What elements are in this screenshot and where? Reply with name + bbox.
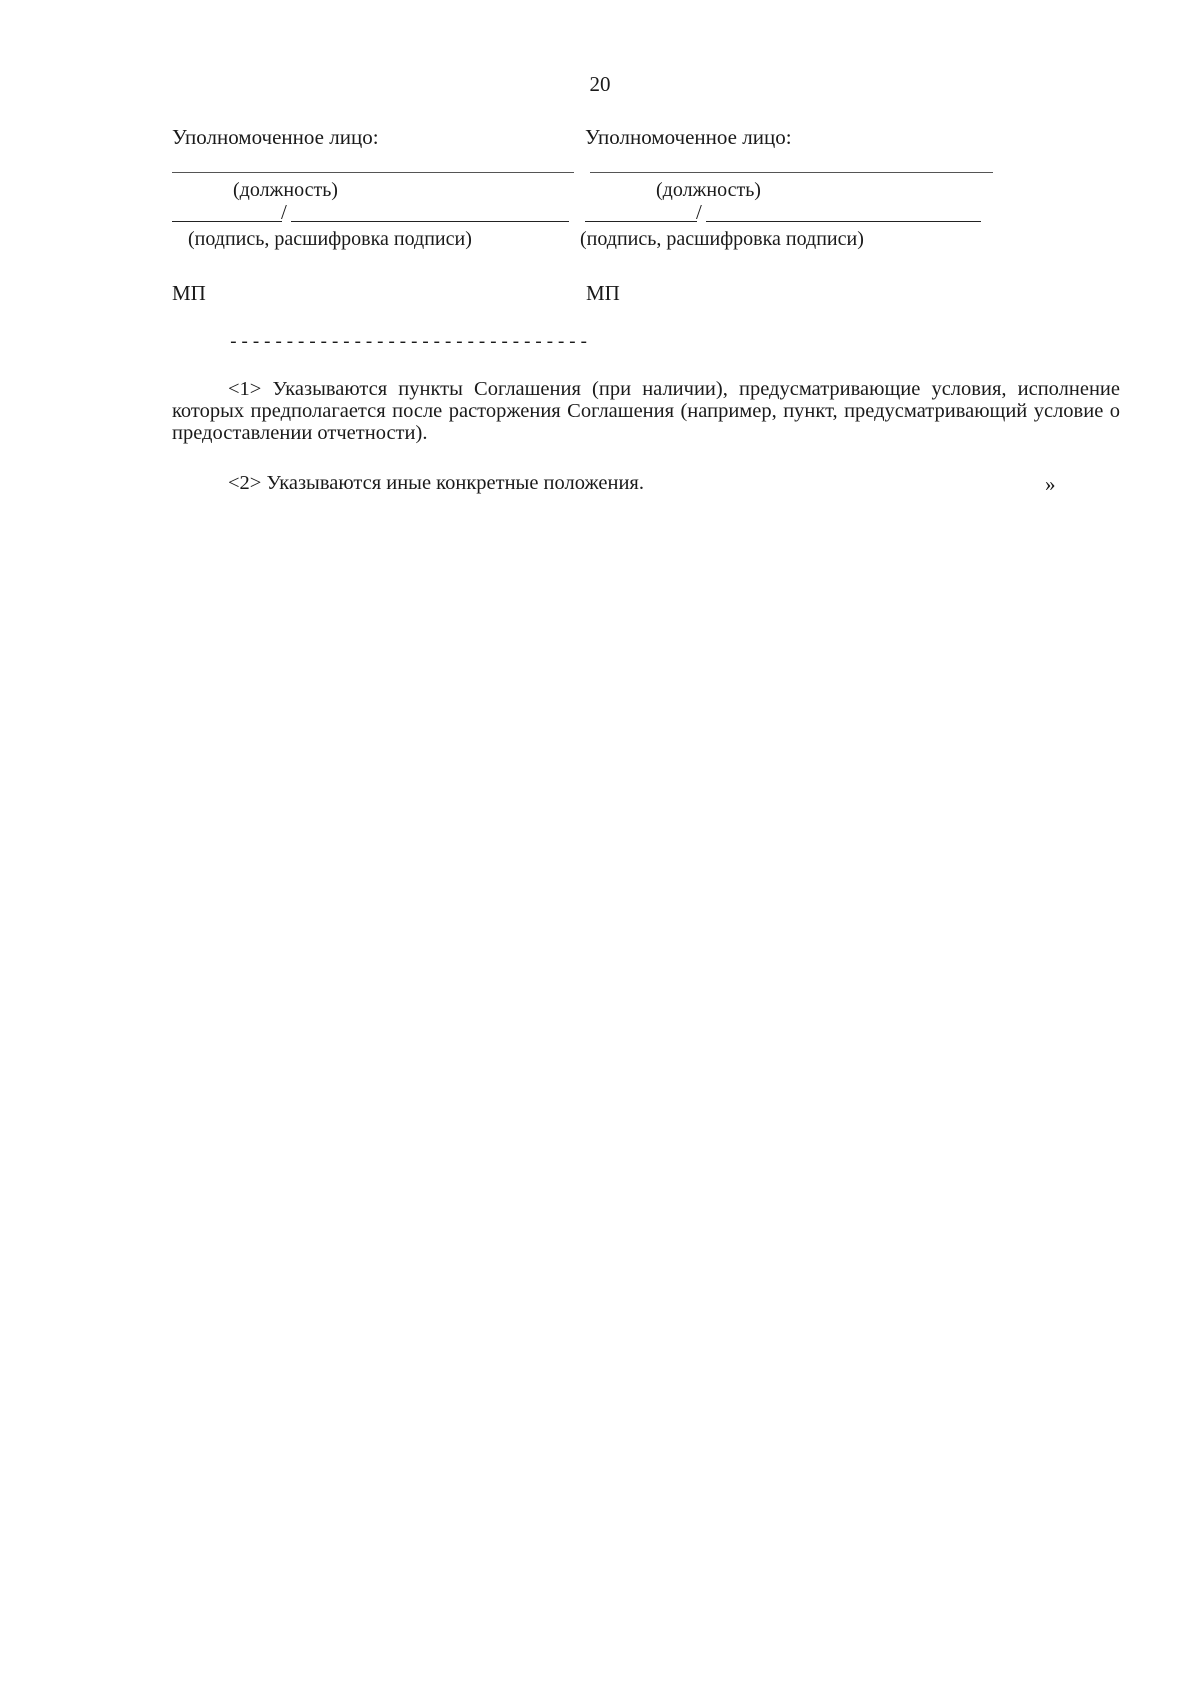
left-signature-caption: (подпись, расшифровка подписи) — [188, 228, 472, 250]
left-party-label: Уполномоченное лицо: — [172, 125, 379, 149]
left-position-caption: (должность) — [233, 179, 338, 201]
right-position-caption: (должность) — [656, 179, 761, 201]
left-signature-line — [172, 221, 282, 222]
footnote-1: <1> Указываются пункты Соглашения (при наличии), предусматривающие условия, исполнение которых предполагается после расторжения Соглашения (например, пункт, предусматривающий условие о предоставлении отчетности). — [172, 378, 1120, 444]
page-number: 20 — [589, 72, 611, 96]
right-slash: / — [696, 200, 702, 224]
right-signature-caption: (подпись, расшифровка подписи) — [580, 228, 864, 250]
right-party-label: Уполномоченное лицо: — [585, 125, 792, 149]
right-position-line — [590, 172, 993, 173]
footnote-2: <2> Указываются иные конкретные положения. — [228, 472, 644, 494]
right-stamp-label: МП — [586, 281, 620, 305]
footnote-separator: -------------------------------- — [228, 333, 590, 353]
left-position-line — [172, 172, 574, 173]
left-slash: / — [281, 200, 287, 224]
left-name-line — [291, 221, 569, 222]
closing-quote: » — [1045, 472, 1056, 496]
right-signature-line — [585, 221, 697, 222]
right-name-line — [706, 221, 981, 222]
left-stamp-label: МП — [172, 281, 206, 305]
